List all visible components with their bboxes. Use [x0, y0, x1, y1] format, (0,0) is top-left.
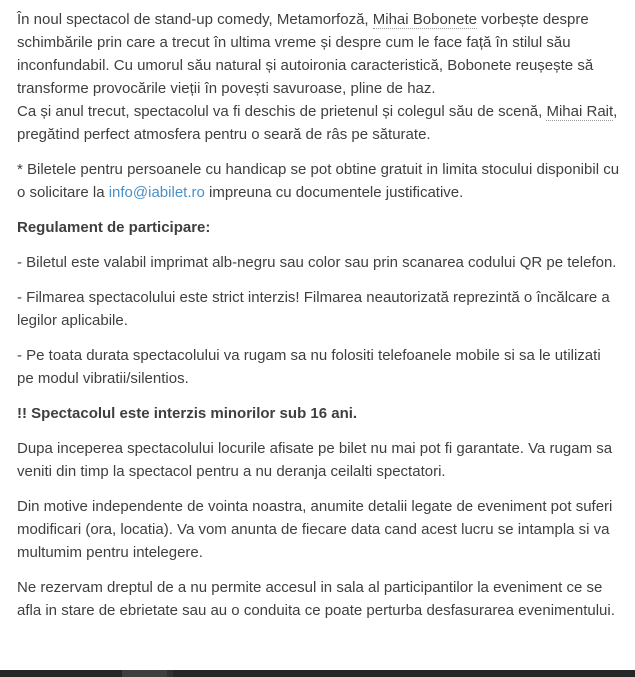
intro-text-2: vorbește despre schimbările prin care a trecut în ultima vreme și despre cum le face față în stilul său inconfundabil. Cu umorul său natural și autoironia caracteristică, Bobonete reușește să transforme provocările vieții în povești savuroase, pline de haz. [17, 11, 594, 97]
intro-text-4: , pregătind perfect atmosfera pentru o seară de râs pe săturate. [17, 103, 618, 143]
footer-strip-highlight [122, 670, 167, 677]
rule-item-phones-silent: - Pe toata durata spectacolului va rugam sa nu folositi telefoanele mobile si sa le utilizati pe modul vibratii/silentios. [17, 347, 601, 387]
rule-item-no-filming: - Filmarea spectacolului este strict interzis! Filmarea neautorizată reprezintă o încălcare a legilor aplicabile. [17, 289, 610, 329]
artist-link-mihai-rait[interactable]: Mihai Rait [546, 103, 614, 120]
intro-text-1: În noul spectacol de stand-up comedy, Metamorfoză, [17, 11, 373, 28]
intro-paragraph [17, 8, 620, 146]
footer-strip-sliver [167, 670, 173, 677]
accessibility-note [17, 158, 620, 204]
note-item-seating: Dupa inceperea spectacolului locurile afisate pe bilet nu mai pot fi garantate. Va rugam sa veniti din timp la spectacol pentru a nu deranja ceilalti spectatori. [17, 440, 613, 480]
accessibility-text-2: impreuna cu documentele justificative. [204, 184, 464, 201]
email-link[interactable]: info@iabilet.ro [108, 184, 205, 201]
footer-strip [0, 670, 635, 677]
age-restriction-note: !! Spectacolul este interzis minorilor sub 16 ani. [17, 405, 358, 422]
note-item-changes: Din motive independente de vointa noastra, anumite detalii legate de eveniment pot suferi modificari (ora, locatia). Va vom anunta de fiecare data cand acest lucru se intampla si va multumim pentru intelegere. [17, 498, 613, 561]
intro-text-3: Ca și anul trecut, spectacolul va fi deschis de prietenul și colegul său de scenă, [17, 103, 547, 120]
accessibility-text-1: * Biletele pentru persoanele cu handicap se pot obtine gratuit in limita stocului disponibil cu o solicitare la [17, 161, 620, 201]
rule-item-ticket-format: - Biletul este valabil imprimat alb-negru sau color sau prin scanarea codului QR pe telefon. [17, 254, 617, 271]
rules-heading: Regulament de participare: [17, 219, 211, 236]
note-item-conduct: Ne rezervam dreptul de a nu permite accesul in sala al participantilor la eveniment ce se afla in stare de ebrietate sau au o conduita ce poate perturba desfasurarea evenimentului. [17, 579, 615, 619]
artist-link-mihai-bobonete[interactable]: Mihai Bobonete [372, 11, 477, 28]
